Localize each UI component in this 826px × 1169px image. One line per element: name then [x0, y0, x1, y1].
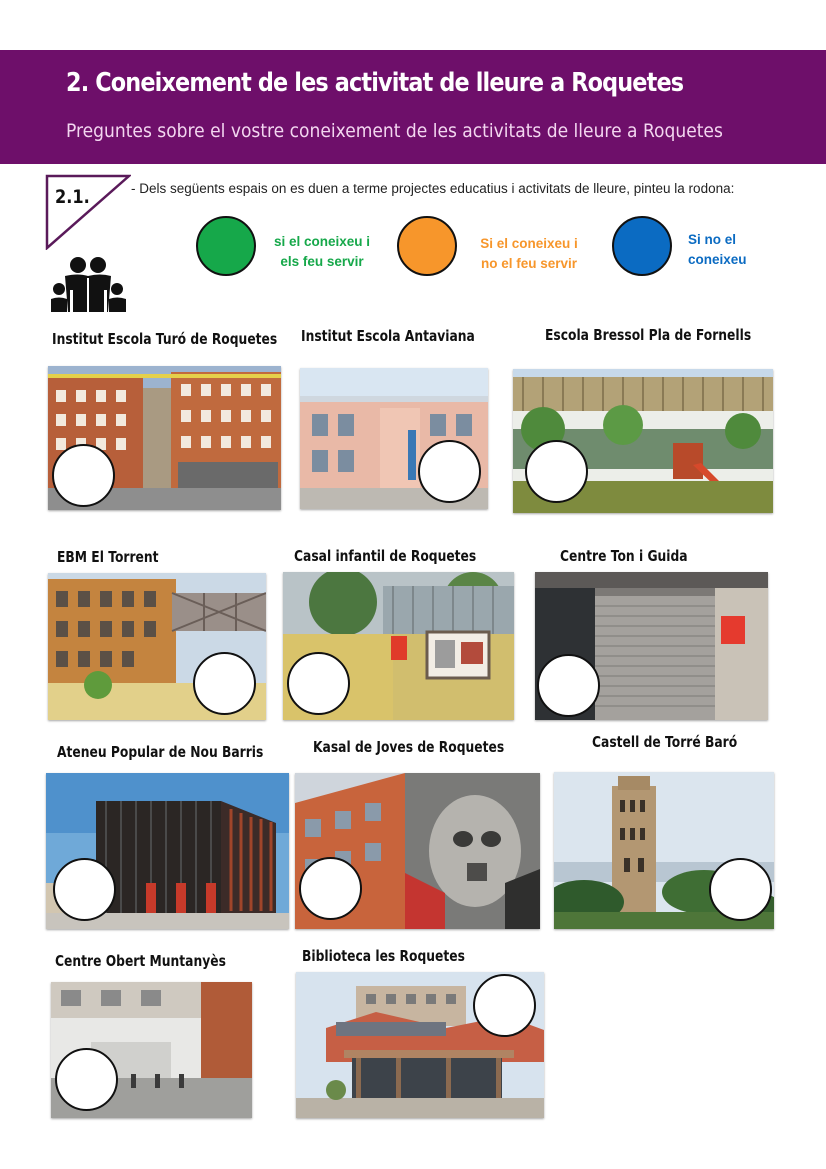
section-subtitle: Preguntes sobre el vostre coneixement de les activitats de lleure a Roquetes	[66, 120, 723, 142]
question-number: 2.1.	[55, 186, 90, 208]
place-caption: Institut Escola Turó de Roquetes	[52, 330, 278, 348]
place-caption: Institut Escola Antaviana	[301, 327, 475, 345]
place-caption: Casal infantil de Roquetes	[294, 547, 477, 565]
place-caption: Castell de Torré Baró	[592, 733, 738, 751]
place-caption: Ateneu Popular de Nou Barris	[57, 743, 264, 761]
answer-circle-ebm-el-torrent[interactable]	[193, 652, 256, 715]
answer-circle-institut-escola-antaviana[interactable]	[418, 440, 481, 503]
legend-circle-green	[196, 216, 256, 276]
place-caption: Escola Bressol Pla de Fornells	[545, 326, 752, 344]
legend-label-blue: Si no el coneixeu	[688, 232, 747, 267]
legend-circle-blue	[612, 216, 672, 276]
answer-circle-ateneu-popular[interactable]	[53, 858, 116, 921]
answer-circle-castell-torre-baro[interactable]	[709, 858, 772, 921]
answer-circle-casal-infantil[interactable]	[287, 652, 350, 715]
place-caption: Kasal de Joves de Roquetes	[313, 738, 505, 756]
legend-label-orange: Si el coneixeu i no el feu servir	[480, 236, 578, 271]
answer-circle-centre-obert-muntanyes[interactable]	[55, 1048, 118, 1111]
answer-circle-escola-bressol[interactable]	[525, 440, 588, 503]
legend-circle-orange	[397, 216, 457, 276]
place-caption: Centre Ton i Guida	[560, 547, 688, 565]
place-caption: Centre Obert Muntanyès	[55, 952, 226, 970]
answer-circle-kasal-de-joves[interactable]	[299, 857, 362, 920]
legend-label-green: si el coneixeu i els feu servir	[273, 234, 371, 269]
answer-circle-centre-ton-i-guida[interactable]	[537, 654, 600, 717]
question-instruction: - Dels següents espais on es duen a terme projectes educatius i activitats de lleure, pinteu la rodona:	[131, 181, 735, 196]
place-caption: EBM El Torrent	[57, 548, 159, 566]
section-title: 2. Coneixement de les activitat de lleure a Roquetes	[66, 68, 684, 98]
place-caption: Biblioteca les Roquetes	[302, 947, 465, 965]
family-icon	[50, 256, 130, 314]
answer-circle-institut-escola-turo[interactable]	[52, 444, 115, 507]
section-header-banner	[0, 50, 826, 164]
answer-circle-biblioteca-les-roquetes[interactable]	[473, 974, 536, 1037]
